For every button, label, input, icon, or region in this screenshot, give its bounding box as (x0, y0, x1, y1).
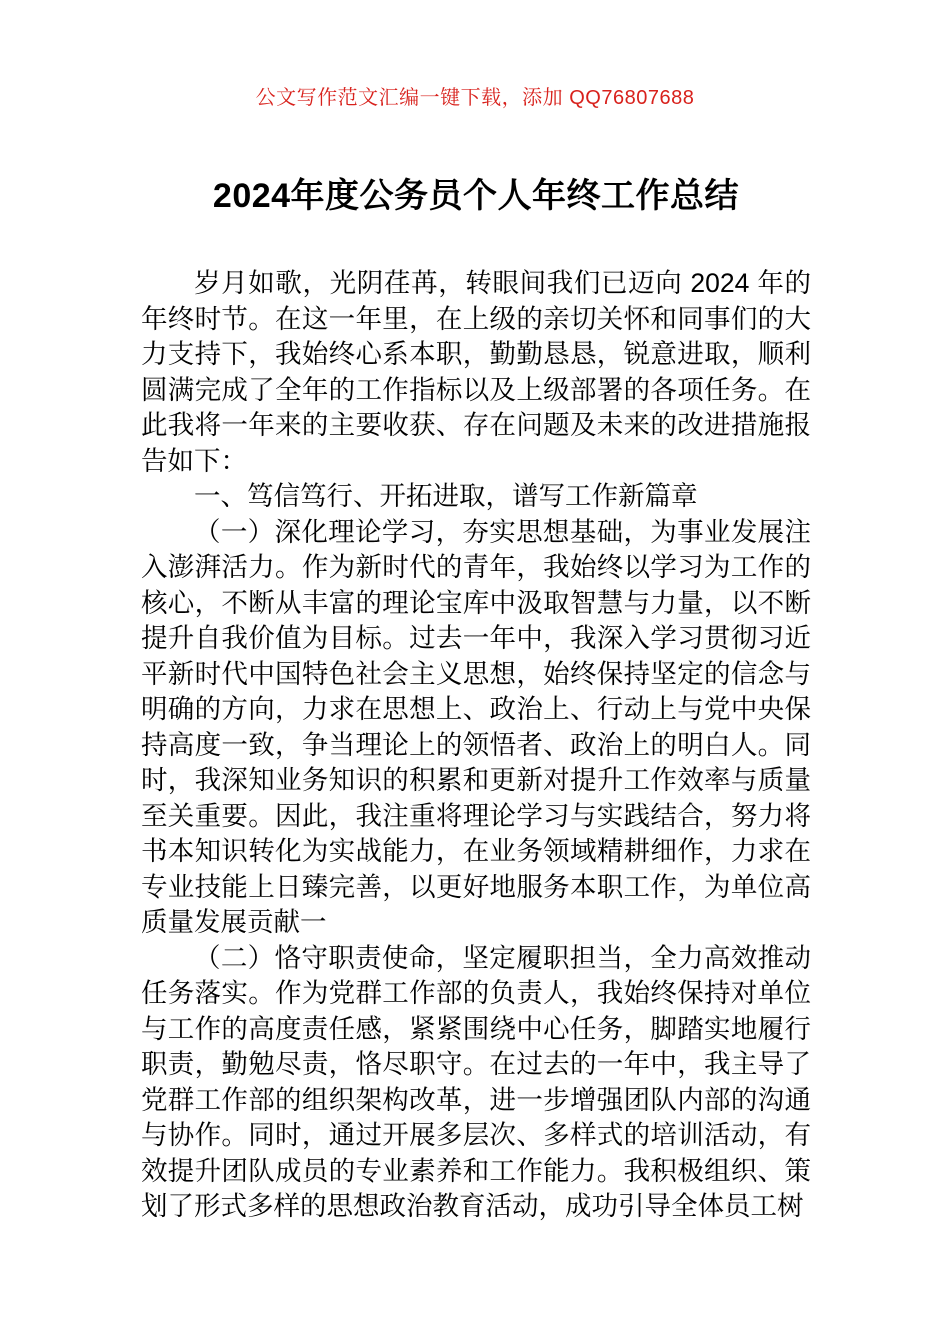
paragraph-section-1-sub-1: （一）深化理论学习，夯实思想基础，为事业发展注入澎湃活力。作为新时代的青年，我始终以学习为工作的核心，不断从丰富的理论宝库中汲取智慧与力量，以不断提升自我价值为目标。过去一年中，我深入学习贯彻习近平新时代中国特色社会主义思想，始终保持坚定的信念与明确的方向，力求在思想上、政治上、行动上与党中央保持高度一致，争当理论上的领悟者、政治上的明白人。同时，我深知业务知识的积累和更新对提升工作效率与质量至关重要。因此，我注重将理论学习与实践结合，努力将书本知识转化为实战能力，在业务领域精耕细作，力求在专业技能上日臻完善，以更好地服务本职工作，为单位高质量发展贡献一 (141, 516, 811, 937)
promo-header-text: 公文写作范文汇编一键下载，添加 QQ76807688 (255, 87, 695, 109)
document-body (141, 160, 811, 1225)
paragraph-intro: 岁月如歌，光阴荏苒，转眼间我们已迈向 2024 年的年终时节。在这一年里，在上级的亲切关怀和同事们的大力支持下，我始终心系本职，勤勤恳恳，锐意进取，顺利圆满完成了全年的工作指标以及上级部署的各项任务。在此我将一年来的主要收获、存在问题及未来的改进措施报告如下： (141, 268, 811, 476)
page-title: 2024年度公务员个人年终工作总结 (212, 177, 740, 215)
paragraph-section-1-sub-2: （二）恪守职责使命，坚定履职担当，全力高效推动任务落实。作为党群工作部的负责人，我始终保持对单位与工作的高度责任感，紧紧围绕中心任务，脚踏实地履行职责，勤勉尽责，恪尽职守。在过去的一年中，我主导了党群工作部的组织架构改革，进一步增强团队内部的沟通与协作。同时，通过开展多层次、多样式的培训活动，有效提升团队成员的专业素养和工作能力。我积极组织、策划了形式多样的思想政治教育活动，成功引导全体员工树 (141, 942, 811, 1221)
section-heading-1: 一、笃信笃行、开拓进取，谱写工作新篇章 (194, 481, 698, 511)
title-spacer (141, 220, 811, 266)
